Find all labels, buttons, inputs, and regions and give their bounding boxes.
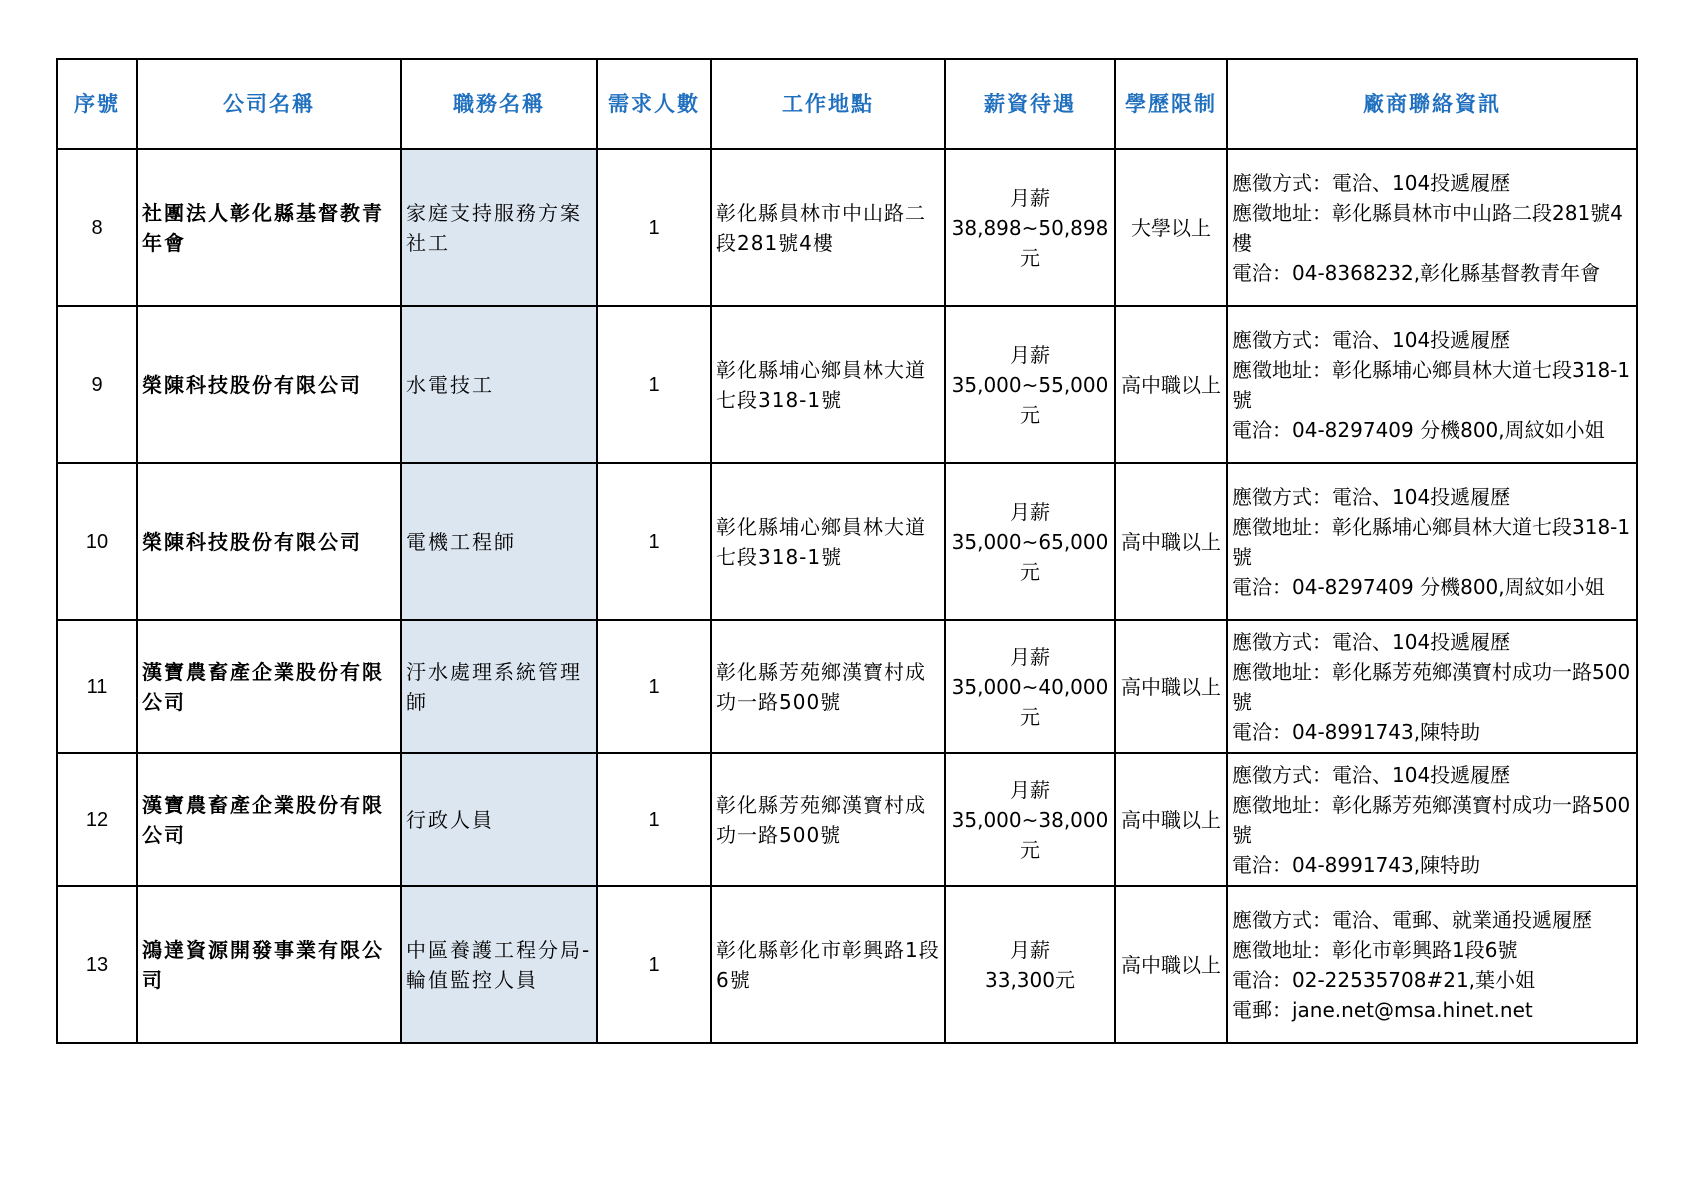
salary-cell <box>945 753 1115 886</box>
salary-unit: 元 <box>1020 704 1040 729</box>
contact-phone: 電洽：02-22535708#21,葉小姐 <box>1232 967 1536 992</box>
contact-phone: 電洽：04-8991743,陳特助 <box>1232 852 1481 877</box>
contact-cell <box>1227 463 1637 620</box>
location-cell: 彰化縣芳苑鄉漢寶村成功一路500號 <box>711 753 945 886</box>
salary-range: 38,898~50,898 <box>951 215 1109 240</box>
table-row <box>57 306 1637 463</box>
job-cell: 電機工程師 <box>401 463 597 620</box>
contact-email: 電郵：jane.net@msa.hinet.net <box>1232 997 1533 1022</box>
salary-cell <box>945 149 1115 306</box>
company-cell: 榮陳科技股份有限公司 <box>137 463 401 620</box>
salary-unit: 元 <box>1020 559 1040 584</box>
salary-prefix: 月薪 <box>1010 937 1050 962</box>
contact-cell <box>1227 753 1637 886</box>
education-cell: 大學以上 <box>1115 149 1227 306</box>
contact-cell <box>1227 149 1637 306</box>
location-cell: 彰化縣埔心鄉員林大道七段318-1號 <box>711 463 945 620</box>
education-cell: 高中職以上 <box>1115 306 1227 463</box>
salary-cell <box>945 463 1115 620</box>
job-cell: 中區養護工程分局-輪值監控人員 <box>401 886 597 1043</box>
company-cell: 榮陳科技股份有限公司 <box>137 306 401 463</box>
salary-unit: 元 <box>1020 837 1040 862</box>
salary-unit: 元 <box>1020 245 1040 270</box>
contact-method: 應徵方式：電洽、104投遞履歷 <box>1232 629 1511 654</box>
location-cell: 彰化縣埔心鄉員林大道七段318-1號 <box>711 306 945 463</box>
contact-phone: 電洽：04-8991743,陳特助 <box>1232 719 1481 744</box>
salary-unit: 元 <box>1020 402 1040 427</box>
contact-phone: 電洽：04-8297409 分機800,周紋如小姐 <box>1232 574 1605 599</box>
contact-method: 應徵方式：電洽、104投遞履歷 <box>1232 762 1511 787</box>
contact-address: 應徵地址：彰化縣員林市中山路二段281號4樓 <box>1232 200 1623 255</box>
seq-cell: 10 <box>57 463 137 620</box>
salary-range: 33,300元 <box>985 967 1075 992</box>
salary-prefix: 月薪 <box>1010 644 1050 669</box>
salary-cell <box>945 886 1115 1043</box>
table-row <box>57 149 1637 306</box>
education-cell: 高中職以上 <box>1115 463 1227 620</box>
salary-range: 35,000~65,000 <box>951 529 1109 554</box>
contact-cell <box>1227 620 1637 753</box>
count-cell: 1 <box>597 620 711 753</box>
table-row <box>57 620 1637 753</box>
location-cell: 彰化縣芳苑鄉漢寶村成功一路500號 <box>711 620 945 753</box>
contact-method: 應徵方式：電洽、104投遞履歷 <box>1232 484 1511 509</box>
salary-range: 35,000~55,000 <box>951 372 1109 397</box>
header-count: 需求人數 <box>597 59 711 149</box>
contact-method: 應徵方式：電洽、電郵、就業通投遞履歷 <box>1232 907 1592 932</box>
salary-prefix: 月薪 <box>1010 185 1050 210</box>
salary-range: 35,000~40,000 <box>951 674 1109 699</box>
seq-cell: 9 <box>57 306 137 463</box>
table-row <box>57 886 1637 1043</box>
company-cell: 鴻達資源開發事業有限公司 <box>137 886 401 1043</box>
header-seq: 序號 <box>57 59 137 149</box>
contact-method: 應徵方式：電洽、104投遞履歷 <box>1232 170 1511 195</box>
seq-cell: 13 <box>57 886 137 1043</box>
seq-cell: 11 <box>57 620 137 753</box>
header-job: 職務名稱 <box>401 59 597 149</box>
seq-cell: 12 <box>57 753 137 886</box>
job-cell: 水電技工 <box>401 306 597 463</box>
table-row <box>57 753 1637 886</box>
job-cell: 汙水處理系統管理師 <box>401 620 597 753</box>
company-cell: 社團法人彰化縣基督教青年會 <box>137 149 401 306</box>
salary-cell <box>945 620 1115 753</box>
contact-address: 應徵地址：彰化縣芳苑鄉漢寶村成功一路500號 <box>1232 659 1631 714</box>
salary-range: 35,000~38,000 <box>951 807 1109 832</box>
job-listing-table <box>56 58 1638 1044</box>
header-company: 公司名稱 <box>137 59 401 149</box>
salary-prefix: 月薪 <box>1010 342 1050 367</box>
job-cell: 家庭支持服務方案社工 <box>401 149 597 306</box>
job-cell: 行政人員 <box>401 753 597 886</box>
table-header-row <box>57 59 1637 149</box>
contact-cell <box>1227 886 1637 1043</box>
count-cell: 1 <box>597 306 711 463</box>
count-cell: 1 <box>597 753 711 886</box>
salary-prefix: 月薪 <box>1010 499 1050 524</box>
count-cell: 1 <box>597 886 711 1043</box>
contact-address: 應徵地址：彰化縣埔心鄉員林大道七段318-1號 <box>1232 514 1631 569</box>
salary-cell <box>945 306 1115 463</box>
contact-address: 應徵地址：彰化縣埔心鄉員林大道七段318-1號 <box>1232 357 1631 412</box>
count-cell: 1 <box>597 463 711 620</box>
contact-method: 應徵方式：電洽、104投遞履歷 <box>1232 327 1511 352</box>
location-cell: 彰化縣員林市中山路二段281號4樓 <box>711 149 945 306</box>
company-cell: 漢寶農畜產企業股份有限公司 <box>137 753 401 886</box>
location-cell: 彰化縣彰化市彰興路1段6號 <box>711 886 945 1043</box>
seq-cell: 8 <box>57 149 137 306</box>
contact-address: 應徵地址：彰化縣芳苑鄉漢寶村成功一路500號 <box>1232 792 1631 847</box>
salary-prefix: 月薪 <box>1010 777 1050 802</box>
table-row <box>57 463 1637 620</box>
header-location: 工作地點 <box>711 59 945 149</box>
contact-phone: 電洽：04-8297409 分機800,周紋如小姐 <box>1232 417 1605 442</box>
contact-phone: 電洽：04-8368232,彰化縣基督教青年會 <box>1232 260 1601 285</box>
education-cell: 高中職以上 <box>1115 620 1227 753</box>
contact-address: 應徵地址：彰化市彰興路1段6號 <box>1232 937 1518 962</box>
count-cell: 1 <box>597 149 711 306</box>
contact-cell <box>1227 306 1637 463</box>
education-cell: 高中職以上 <box>1115 753 1227 886</box>
company-cell: 漢寶農畜產企業股份有限公司 <box>137 620 401 753</box>
header-contact: 廠商聯絡資訊 <box>1227 59 1637 149</box>
header-education: 學歷限制 <box>1115 59 1227 149</box>
header-salary: 薪資待遇 <box>945 59 1115 149</box>
education-cell: 高中職以上 <box>1115 886 1227 1043</box>
